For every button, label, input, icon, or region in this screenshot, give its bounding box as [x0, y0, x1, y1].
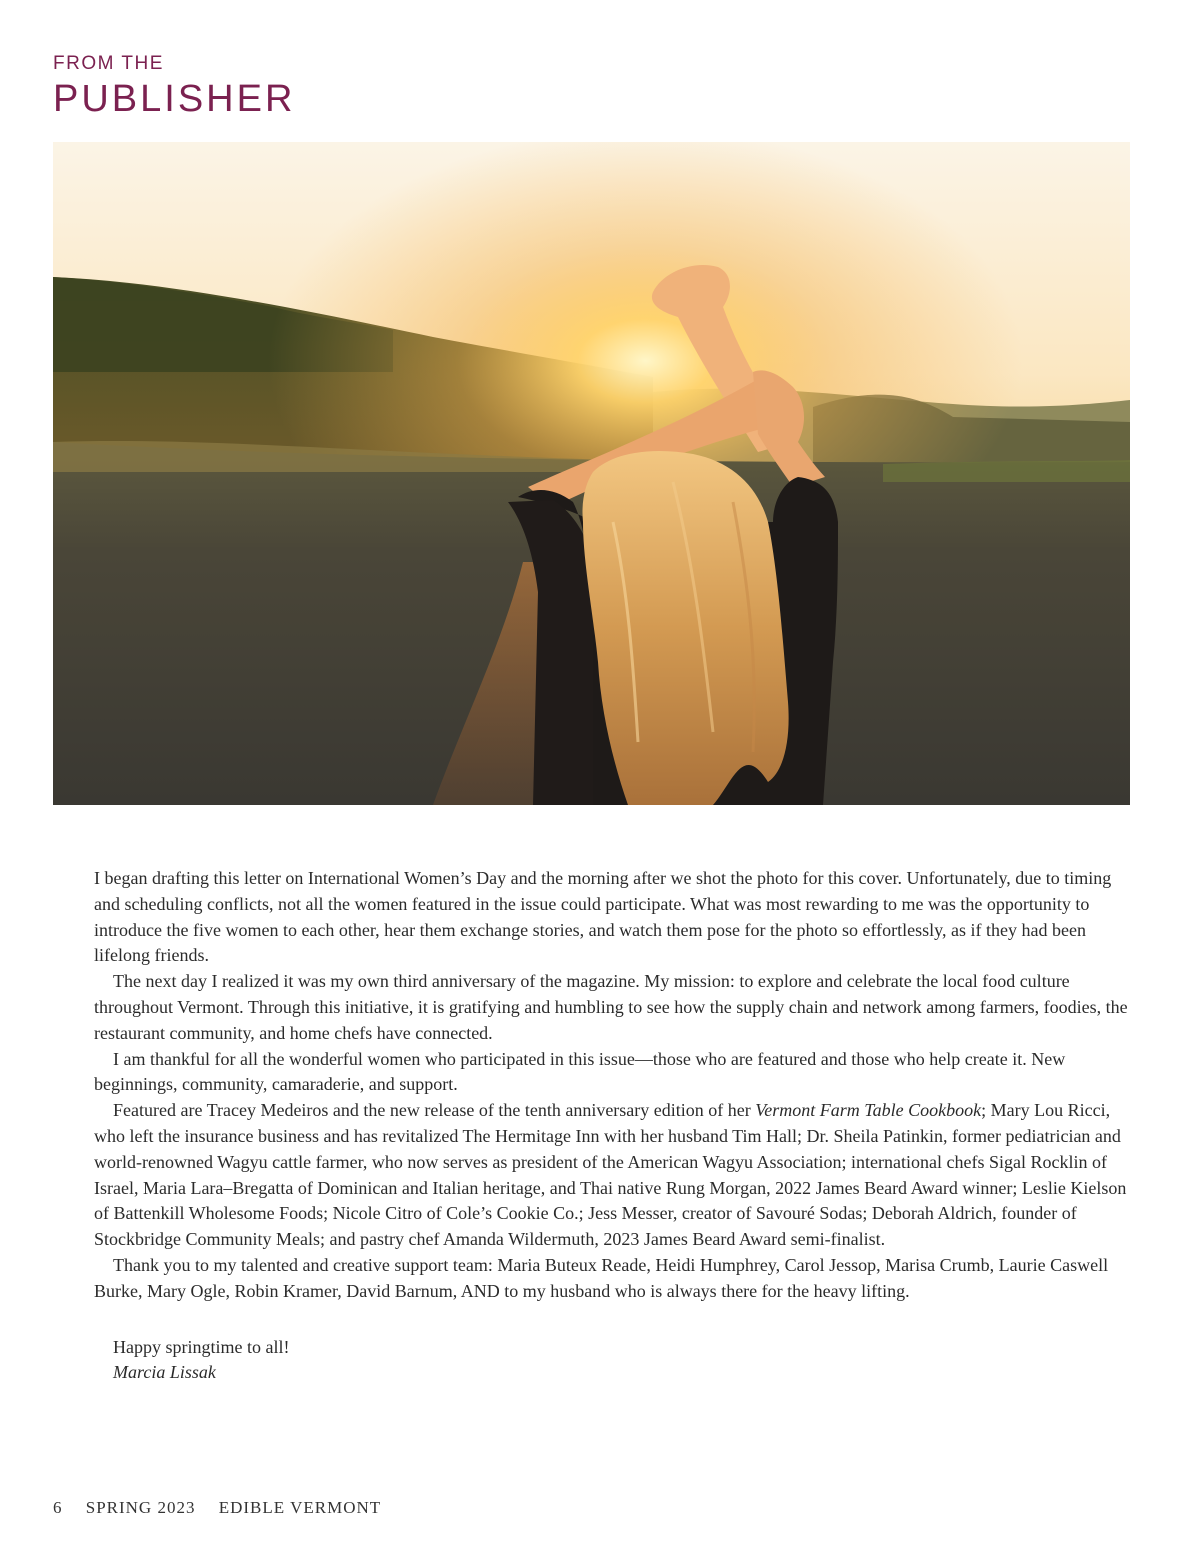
section-title: PUBLISHER: [53, 78, 296, 120]
letter-paragraph-3: I am thankful for all the wonderful women who participated in this issue—those who are featured and those who help create it. New beginnings, community, camaraderie, and support.: [94, 1048, 1066, 1095]
page-footer: [53, 1498, 399, 1518]
issue-label: SPRING 2023: [85, 1498, 196, 1517]
letter-paragraph-4: [94, 1098, 1134, 1253]
letter-paragraph-2: The next day I realized it was my own third anniversary of the magazine. My mission: to explore and celebrate the local food culture throughout Vermont. Through this initiative, it is gratifying and humbling to see how the supply chain and network among farmers, foodies, the restaurant community, and home chefs have connected.: [94, 971, 1128, 1043]
publisher-letter: [94, 866, 1134, 1386]
section-kicker: FROM THE: [53, 53, 164, 74]
signature: Marcia Lissak: [113, 1362, 216, 1383]
page-number: 6: [53, 1498, 63, 1517]
cover-photo: [53, 142, 1130, 805]
section-header: [53, 52, 295, 120]
letter-paragraph-1: I began drafting this letter on International Women’s Day and the morning after we shot the photo for this cover. Unfortunately, due to timing and scheduling conflicts, not all the women featured in the issue could participate. What was most rewarding to me was the opportunity to introduce the five women to each other, hear them exchange stories, and watch them pose for the photo so effortlessly, as if they had been lifelong friends.: [94, 868, 1112, 966]
letter-paragraph-4-end: ; Mary Lou Ricci, who left the insurance business and has revitalized The Hermitage Inn with her husband Tim Hall; Dr. Sheila Patinkin, former pediatrician and world-renowned Wagyu cattle farmer, who now serves as president of the American Wagyu Association; international chefs Sigal Rocklin of Israel, Maria Lara–Bregatta of Dominican and Italian heritage, and Thai native Rung Morgan, 2022 James Beard Award winner; Leslie Kielson of Battenkill Wholesome Foods; Nicole Citro of Cole’s Cookie Co.; Jess Messer, creator of Savouré Sodas; Deborah Aldrich, founder of Stockbridge Community Meals; and pastry chef Amanda Wildermuth, 2023 James Beard Award semi-finalist.: [94, 1100, 1127, 1250]
signoff: [94, 1335, 1134, 1387]
letter-paragraph-5: Thank you to my talented and creative support team: Maria Buteux Reade, Heidi Humphrey, Carol Jessop, Marisa Crumb, Laurie Caswell Burke, Mary Ogle, Robin Kramer, David Barnum, AND to my husband who is always there for the heavy lifting.: [94, 1254, 1109, 1301]
publication-name: EDIBLE VERMONT: [218, 1498, 382, 1517]
cookbook-title: Vermont Farm Table Cookbook: [755, 1100, 982, 1121]
closing-line: Happy springtime to all!: [113, 1336, 290, 1357]
letter-paragraph-4-start: Featured are Tracey Medeiros and the new release of the tenth anniversary edition of her: [113, 1100, 756, 1121]
